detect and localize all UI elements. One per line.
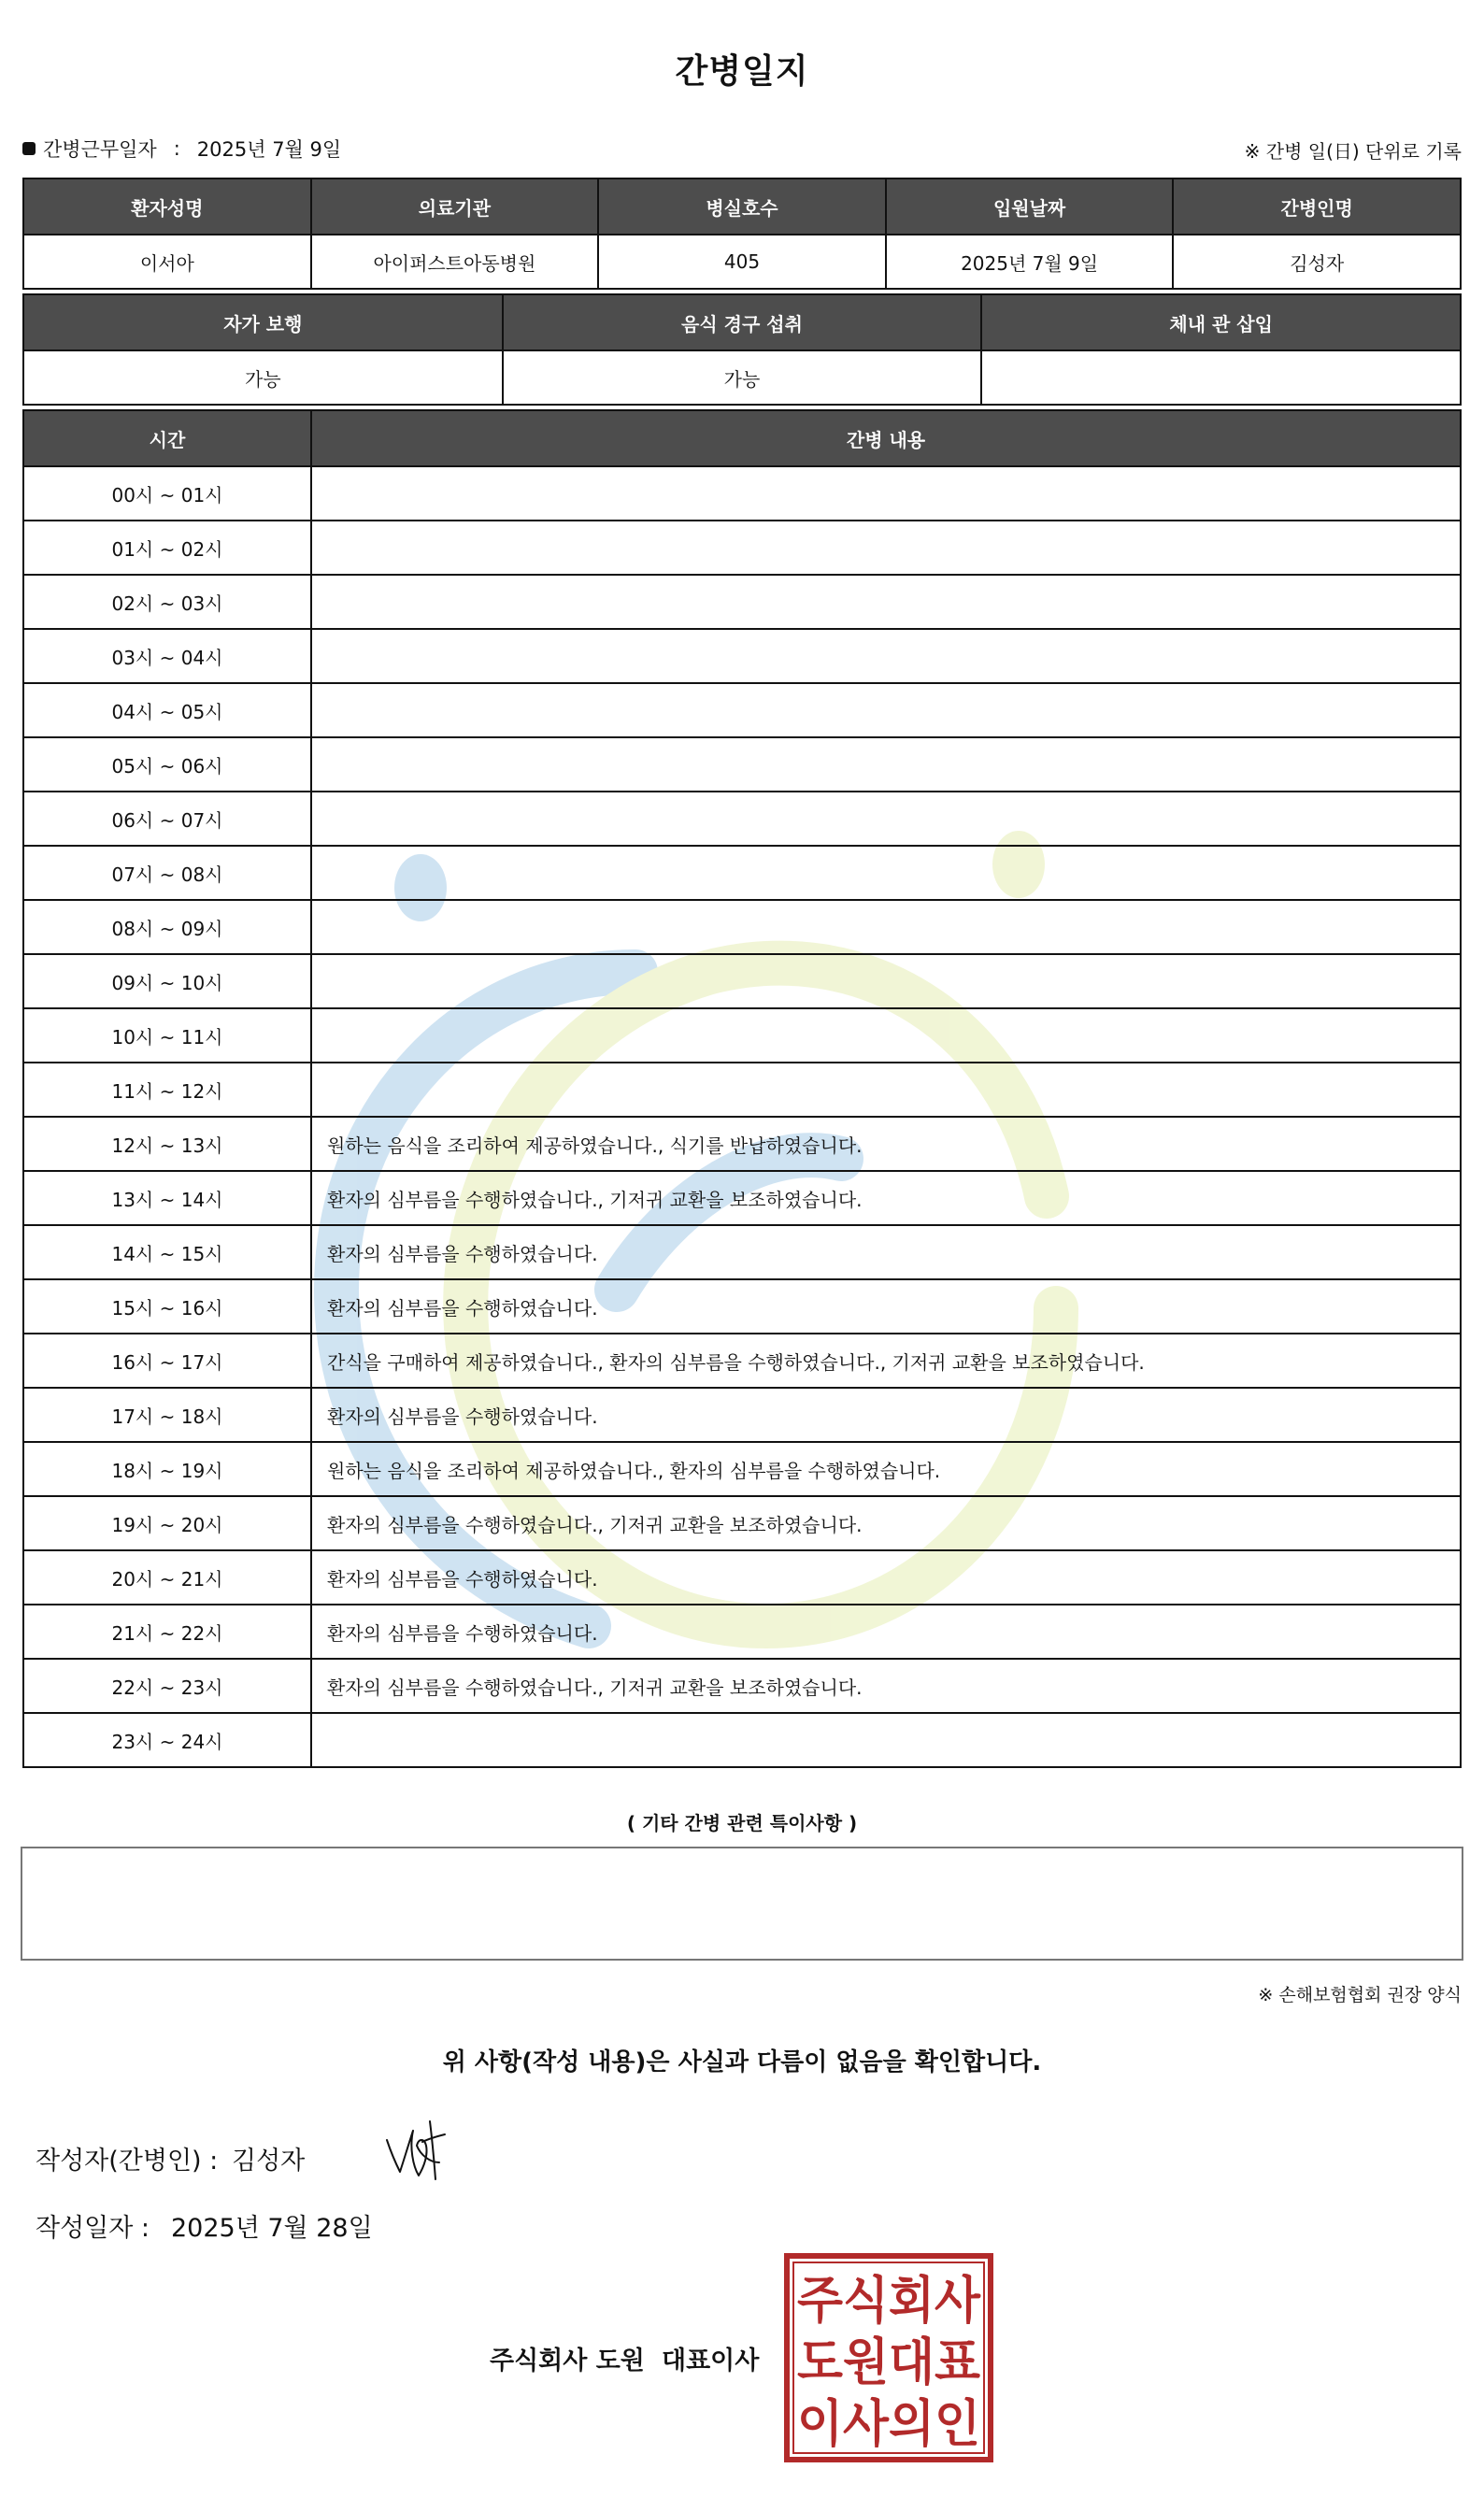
table-row — [23, 1659, 1461, 1713]
patient-name-value: 이서아 — [23, 235, 311, 289]
form-note: ※ 손해보험협회 권장 양식 — [1258, 1985, 1462, 2005]
remarks-title: ( 기타 간병 관련 특이사항 ) — [626, 1812, 858, 1834]
care-content — [311, 1008, 1461, 1063]
company-seal — [783, 2252, 994, 2463]
patient-info-table — [22, 178, 1462, 290]
care-content: 간식을 구매하여 제공하였습니다., 환자의 심부름을 수행하였습니다., 기저귀 교환을 보조하였습니다. — [311, 1334, 1461, 1388]
time-slot: 09시 ~ 10시 — [23, 954, 311, 1008]
table-row — [23, 1713, 1461, 1767]
work-date — [22, 135, 341, 163]
care-content — [311, 629, 1461, 683]
time-slot: 12시 ~ 13시 — [23, 1117, 311, 1171]
writer-name: 김성자 — [232, 2147, 306, 2176]
care-content: 환자의 심부름을 수행하였습니다., 기저귀 교환을 보조하였습니다. — [311, 1171, 1461, 1225]
care-content — [311, 792, 1461, 846]
table-row — [23, 846, 1461, 900]
time-slot: 11시 ~ 12시 — [23, 1063, 311, 1117]
table-row — [23, 1496, 1461, 1550]
time-slot: 18시 ~ 19시 — [23, 1442, 311, 1496]
time-slot: 16시 ~ 17시 — [23, 1334, 311, 1388]
care-content — [311, 954, 1461, 1008]
svg-text:주식회사: 주식회사 — [797, 2271, 981, 2330]
care-content: 환자의 심부름을 수행하였습니다. — [311, 1605, 1461, 1659]
time-slot: 19시 ~ 20시 — [23, 1496, 311, 1550]
time-slot: 05시 ~ 06시 — [23, 737, 311, 792]
table-row — [23, 683, 1461, 737]
self-walking-header: 자가 보행 — [23, 294, 503, 350]
time-slot: 20시 ~ 21시 — [23, 1550, 311, 1605]
self-walking-value: 가능 — [23, 350, 503, 405]
handwritten-signature — [381, 2114, 456, 2189]
care-content: 원하는 음식을 조리하여 제공하였습니다., 식기를 반납하였습니다. — [311, 1117, 1461, 1171]
care-content — [311, 1063, 1461, 1117]
time-slot: 22시 ~ 23시 — [23, 1659, 311, 1713]
oral-intake-value: 가능 — [503, 350, 982, 405]
care-log-table — [22, 409, 1462, 1768]
time-slot: 15시 ~ 16시 — [23, 1279, 311, 1334]
hospital-header: 의료기관 — [311, 178, 599, 235]
time-slot: 01시 ~ 02시 — [23, 521, 311, 575]
table-row — [23, 1550, 1461, 1605]
admission-date-header: 입원날짜 — [886, 178, 1174, 235]
table-row — [23, 1225, 1461, 1279]
care-content: 환자의 심부름을 수행하였습니다. — [311, 1225, 1461, 1279]
svg-text:도원대표: 도원대표 — [797, 2333, 980, 2391]
table-row — [23, 1388, 1461, 1442]
square-bullet-icon — [22, 142, 36, 155]
caregiver-name-value: 김성자 — [1173, 235, 1461, 289]
hospital-value: 아이퍼스트아동병원 — [311, 235, 599, 289]
table-row — [23, 1334, 1461, 1388]
table-row — [23, 1008, 1461, 1063]
care-content: 환자의 심부름을 수행하였습니다. — [311, 1388, 1461, 1442]
room-number-value: 405 — [598, 235, 886, 289]
care-content: 환자의 심부름을 수행하였습니다. — [311, 1550, 1461, 1605]
unit-note: ※ 간병 일(日) 단위로 기록 — [1244, 140, 1462, 163]
table-row — [23, 1063, 1461, 1117]
written-date-value: 2025년 7월 28일 — [171, 2214, 373, 2243]
time-slot: 04시 ~ 05시 — [23, 683, 311, 737]
table-row — [23, 629, 1461, 683]
admission-date-value: 2025년 7월 9일 — [886, 235, 1174, 289]
tube-insertion-header: 체내 관 삽입 — [981, 294, 1461, 350]
company-name: 주식회사 도원 — [490, 2347, 645, 2376]
written-date-row — [36, 2207, 373, 2244]
table-row — [23, 466, 1461, 521]
oral-intake-header: 음식 경구 섭취 — [503, 294, 982, 350]
patient-name-header: 환자성명 — [23, 178, 311, 235]
writer-label: 작성자(간병인) : — [36, 2147, 219, 2176]
tube-insertion-value — [981, 350, 1461, 405]
table-row — [23, 1117, 1461, 1171]
care-content: 원하는 음식을 조리하여 제공하였습니다., 환자의 심부름을 수행하였습니다. — [311, 1442, 1461, 1496]
care-content — [311, 683, 1461, 737]
time-slot: 21시 ~ 22시 — [23, 1605, 311, 1659]
table-row — [23, 1442, 1461, 1496]
written-date-label: 작성일자 : — [36, 2214, 150, 2243]
work-date-label: 간병근무일자 — [43, 138, 157, 161]
time-slot: 02시 ~ 03시 — [23, 575, 311, 629]
table-row — [23, 521, 1461, 575]
care-content — [311, 521, 1461, 575]
confirmation-statement: 위 사항(작성 내용)은 사실과 다름이 없음을 확인합니다. — [442, 2048, 1042, 2076]
table-row — [23, 954, 1461, 1008]
remarks-box — [21, 1847, 1463, 1961]
room-number-header: 병실호수 — [598, 178, 886, 235]
time-slot: 08시 ~ 09시 — [23, 900, 311, 954]
care-content-header: 간병 내용 — [311, 410, 1461, 466]
table-row — [23, 575, 1461, 629]
care-content — [311, 466, 1461, 521]
time-slot: 14시 ~ 15시 — [23, 1225, 311, 1279]
work-date-separator: : — [173, 137, 180, 160]
time-slot: 17시 ~ 18시 — [23, 1388, 311, 1442]
table-row — [23, 900, 1461, 954]
table-row — [23, 1279, 1461, 1334]
caregiver-name-header: 간병인명 — [1173, 178, 1461, 235]
writer-row — [36, 2140, 305, 2176]
time-slot: 07시 ~ 08시 — [23, 846, 311, 900]
representative-title: 대표이사 — [662, 2347, 760, 2376]
table-row — [23, 737, 1461, 792]
care-content: 환자의 심부름을 수행하였습니다. — [311, 1279, 1461, 1334]
time-slot: 03시 ~ 04시 — [23, 629, 311, 683]
work-date-value: 2025년 7월 9일 — [196, 138, 342, 161]
care-content — [311, 575, 1461, 629]
care-content — [311, 900, 1461, 954]
care-content: 환자의 심부름을 수행하였습니다., 기저귀 교환을 보조하였습니다. — [311, 1496, 1461, 1550]
time-slot: 00시 ~ 01시 — [23, 466, 311, 521]
time-header: 시간 — [23, 410, 311, 466]
care-content — [311, 846, 1461, 900]
patient-status-table — [22, 293, 1462, 406]
time-slot: 10시 ~ 11시 — [23, 1008, 311, 1063]
care-content: 환자의 심부름을 수행하였습니다., 기저귀 교환을 보조하였습니다. — [311, 1659, 1461, 1713]
table-row — [23, 1171, 1461, 1225]
svg-text:이사의인: 이사의인 — [797, 2394, 980, 2453]
table-row — [23, 792, 1461, 846]
table-row — [23, 1605, 1461, 1659]
time-slot: 13시 ~ 14시 — [23, 1171, 311, 1225]
time-slot: 06시 ~ 07시 — [23, 792, 311, 846]
time-slot: 23시 ~ 24시 — [23, 1713, 311, 1767]
care-content — [311, 737, 1461, 792]
page-title: 간병일지 — [675, 52, 809, 91]
care-content — [311, 1713, 1461, 1767]
